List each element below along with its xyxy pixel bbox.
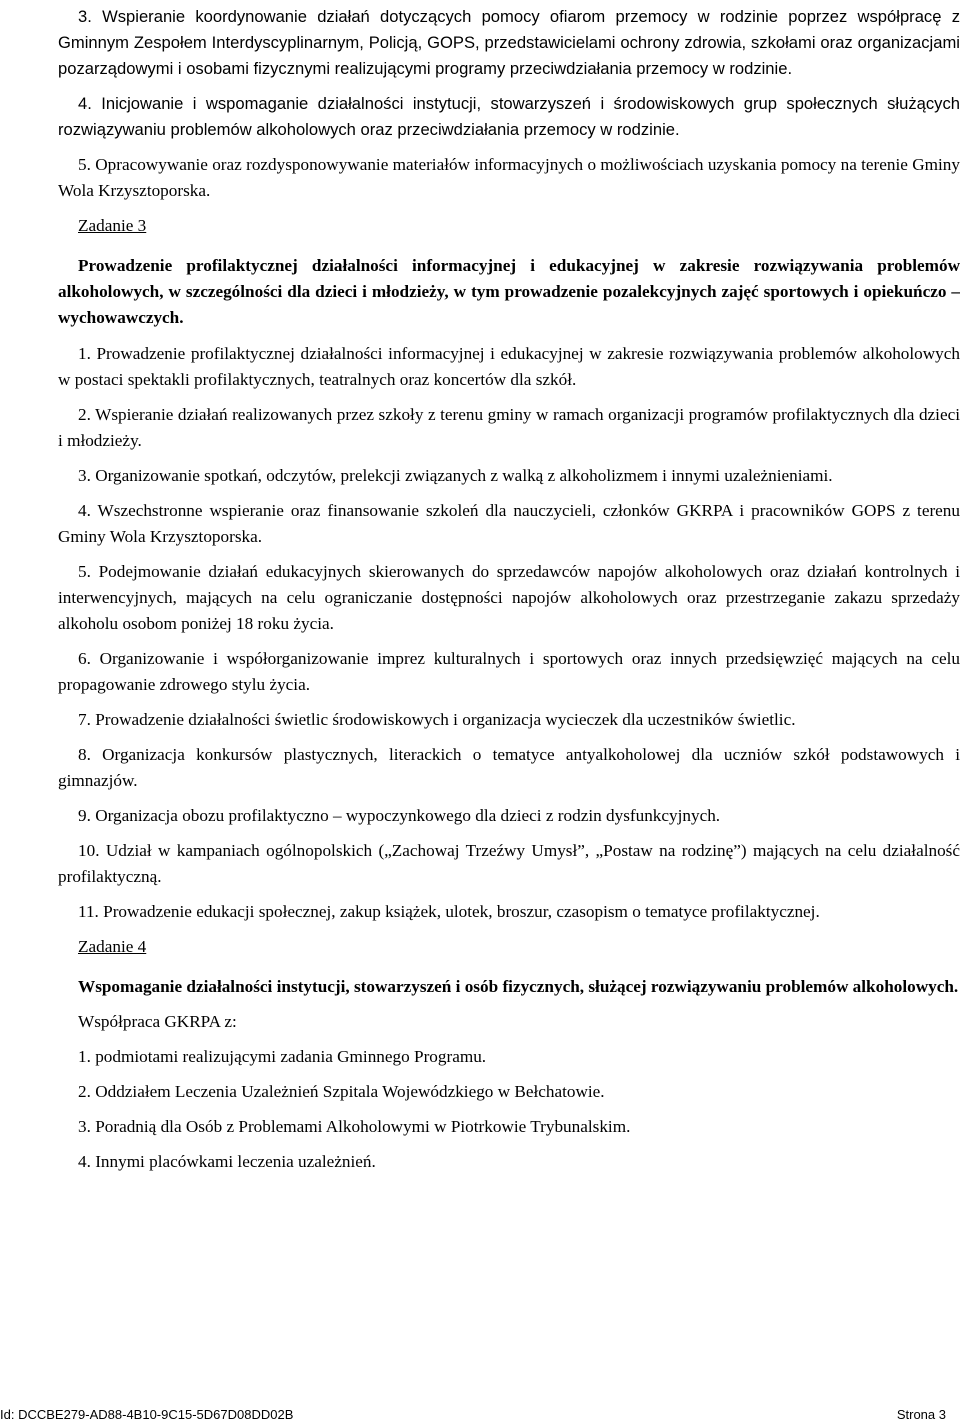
zadanie-3-item-5: 5. Podejmowanie działań edukacyjnych skierowanych do sprzedawców napojów alkoholowych oraz działań kontrolnych i interwencyjnych, mających na celu ograniczanie dostępności napojów alkoholowych oraz przestrzeganie zakazu sprzedaży alkoholu osobom poniżej 18 roku życia. (58, 562, 960, 633)
zadanie-3-item-11: 11. Prowadzenie edukacji społecznej, zakup książek, ulotek, broszur, czasopism o tematyce profilaktycznej. (78, 902, 820, 921)
zadanie-3-title: Prowadzenie profilaktycznej działalności informacyjnej i edukacyjnej w zakresie rozwiązywania problemów alkoholowych, w szczególności dla dzieci i młodzieży, w tym prowadzenie pozalekcyjnych zajęć sportowych i opiekuńczo – wychowawczych. (58, 256, 960, 327)
zadanie-4-label: Zadanie 4 (78, 937, 147, 956)
zadanie-3-item-2: 2. Wspieranie działań realizowanych przez szkoły z terenu gminy w ramach organizacji programów profilaktycznych dla dzieci i młodzieży. (58, 405, 960, 450)
zadanie-3-item-7: 7. Prowadzenie działalności świetlic środowiskowych i organizacja wycieczek dla uczestników świetlic. (78, 710, 796, 729)
zadanie-3-item-3: 3. Organizowanie spotkań, odczytów, prelekcji związanych z walką z alkoholizmem i innymi uzależnieniami. (78, 466, 833, 485)
zadanie-3-item-6: 6. Organizowanie i współorganizowanie imprez kulturalnych i sportowych oraz innych przedsięwzięć mających na celu propagowanie zdrowego stylu życia. (58, 649, 960, 694)
page-content (58, 4, 960, 1175)
zadanie-4-intro: Współpraca GKRPA z: (78, 1012, 237, 1031)
zadanie-4-item-1: 1. podmiotami realizującymi zadania Gminnego Programu. (78, 1047, 487, 1066)
zadanie-4-item-3: 3. Poradnią dla Osób z Problemami Alkoholowymi w Piotrkowie Trybunalskim. (78, 1117, 631, 1136)
page-number: Strona 3 (896, 1407, 946, 1422)
document-id: Id: DCCBE279-AD88-4B10-9C15-5D67D08DD02B (0, 1407, 294, 1422)
zadanie-3-item-9: 9. Organizacja obozu profilaktyczno – wypoczynkowego dla dzieci z rodzin dysfunkcyjnych. (78, 806, 721, 825)
zadanie-3-item-1: 1. Prowadzenie profilaktycznej działalności informacyjnej i edukacyjnej w zakresie rozwiązywania problemów alkoholowych w postaci spektakli profilaktycznych, teatralnych oraz koncertów dla szkół. (58, 344, 960, 389)
paragraph-item-5: 5. Opracowywanie oraz rozdysponowywanie materiałów informacyjnych o możliwościach uzyskania pomocy na terenie Gminy Wola Krzysztoporska. (58, 155, 960, 200)
zadanie-4-title: Wspomaganie działalności instytucji, stowarzyszeń i osób fizycznych, służącej rozwiązywaniu problemów alkoholowych. (78, 977, 959, 996)
zadanie-3-label: Zadanie 3 (78, 216, 147, 235)
zadanie-3-item-8: 8. Organizacja konkursów plastycznych, literackich o tematyce antyalkoholowej dla uczniów szkół podstawowych i gimnazjów. (58, 745, 960, 790)
zadanie-4-item-4: 4. Innymi placówkami leczenia uzależnień. (78, 1152, 376, 1171)
zadanie-4-item-2: 2. Oddziałem Leczenia Uzależnień Szpitala Wojewódzkiego w Bełchatowie. (78, 1082, 605, 1101)
paragraph-item-4: 4. Inicjowanie i wspomaganie działalności instytucji, stowarzyszeń i środowiskowych grup społecznych służących rozwiązywaniu problemów alkoholowych oraz przeciwdziałania przemocy w rodzinie. (58, 94, 960, 139)
zadanie-3-item-4: 4. Wszechstronne wspieranie oraz finansowanie szkoleń dla nauczycieli, członków GKRPA i pracowników GOPS z terenu Gminy Wola Krzysztoporska. (58, 501, 960, 546)
zadanie-3-item-10: 10. Udział w kampaniach ogólnopolskich („Zachowaj Trzeźwy Umysł”, „Postaw na rodzinę”) mających na celu działalność profilaktyczną. (58, 841, 960, 886)
paragraph-item-3: 3. Wspieranie koordynowanie działań dotyczących pomocy ofiarom przemocy w rodzinie poprzez współpracę z Gminnym Zespołem Interdyscyplinarnym, Policją, GOPS, przedstawicielami ochrony zdrowia, szkołami oraz organizacjami pozarządowymi i osobami fizycznymi realizującymi programy przeciwdziałania przemocy w rodzinie. (58, 7, 960, 78)
